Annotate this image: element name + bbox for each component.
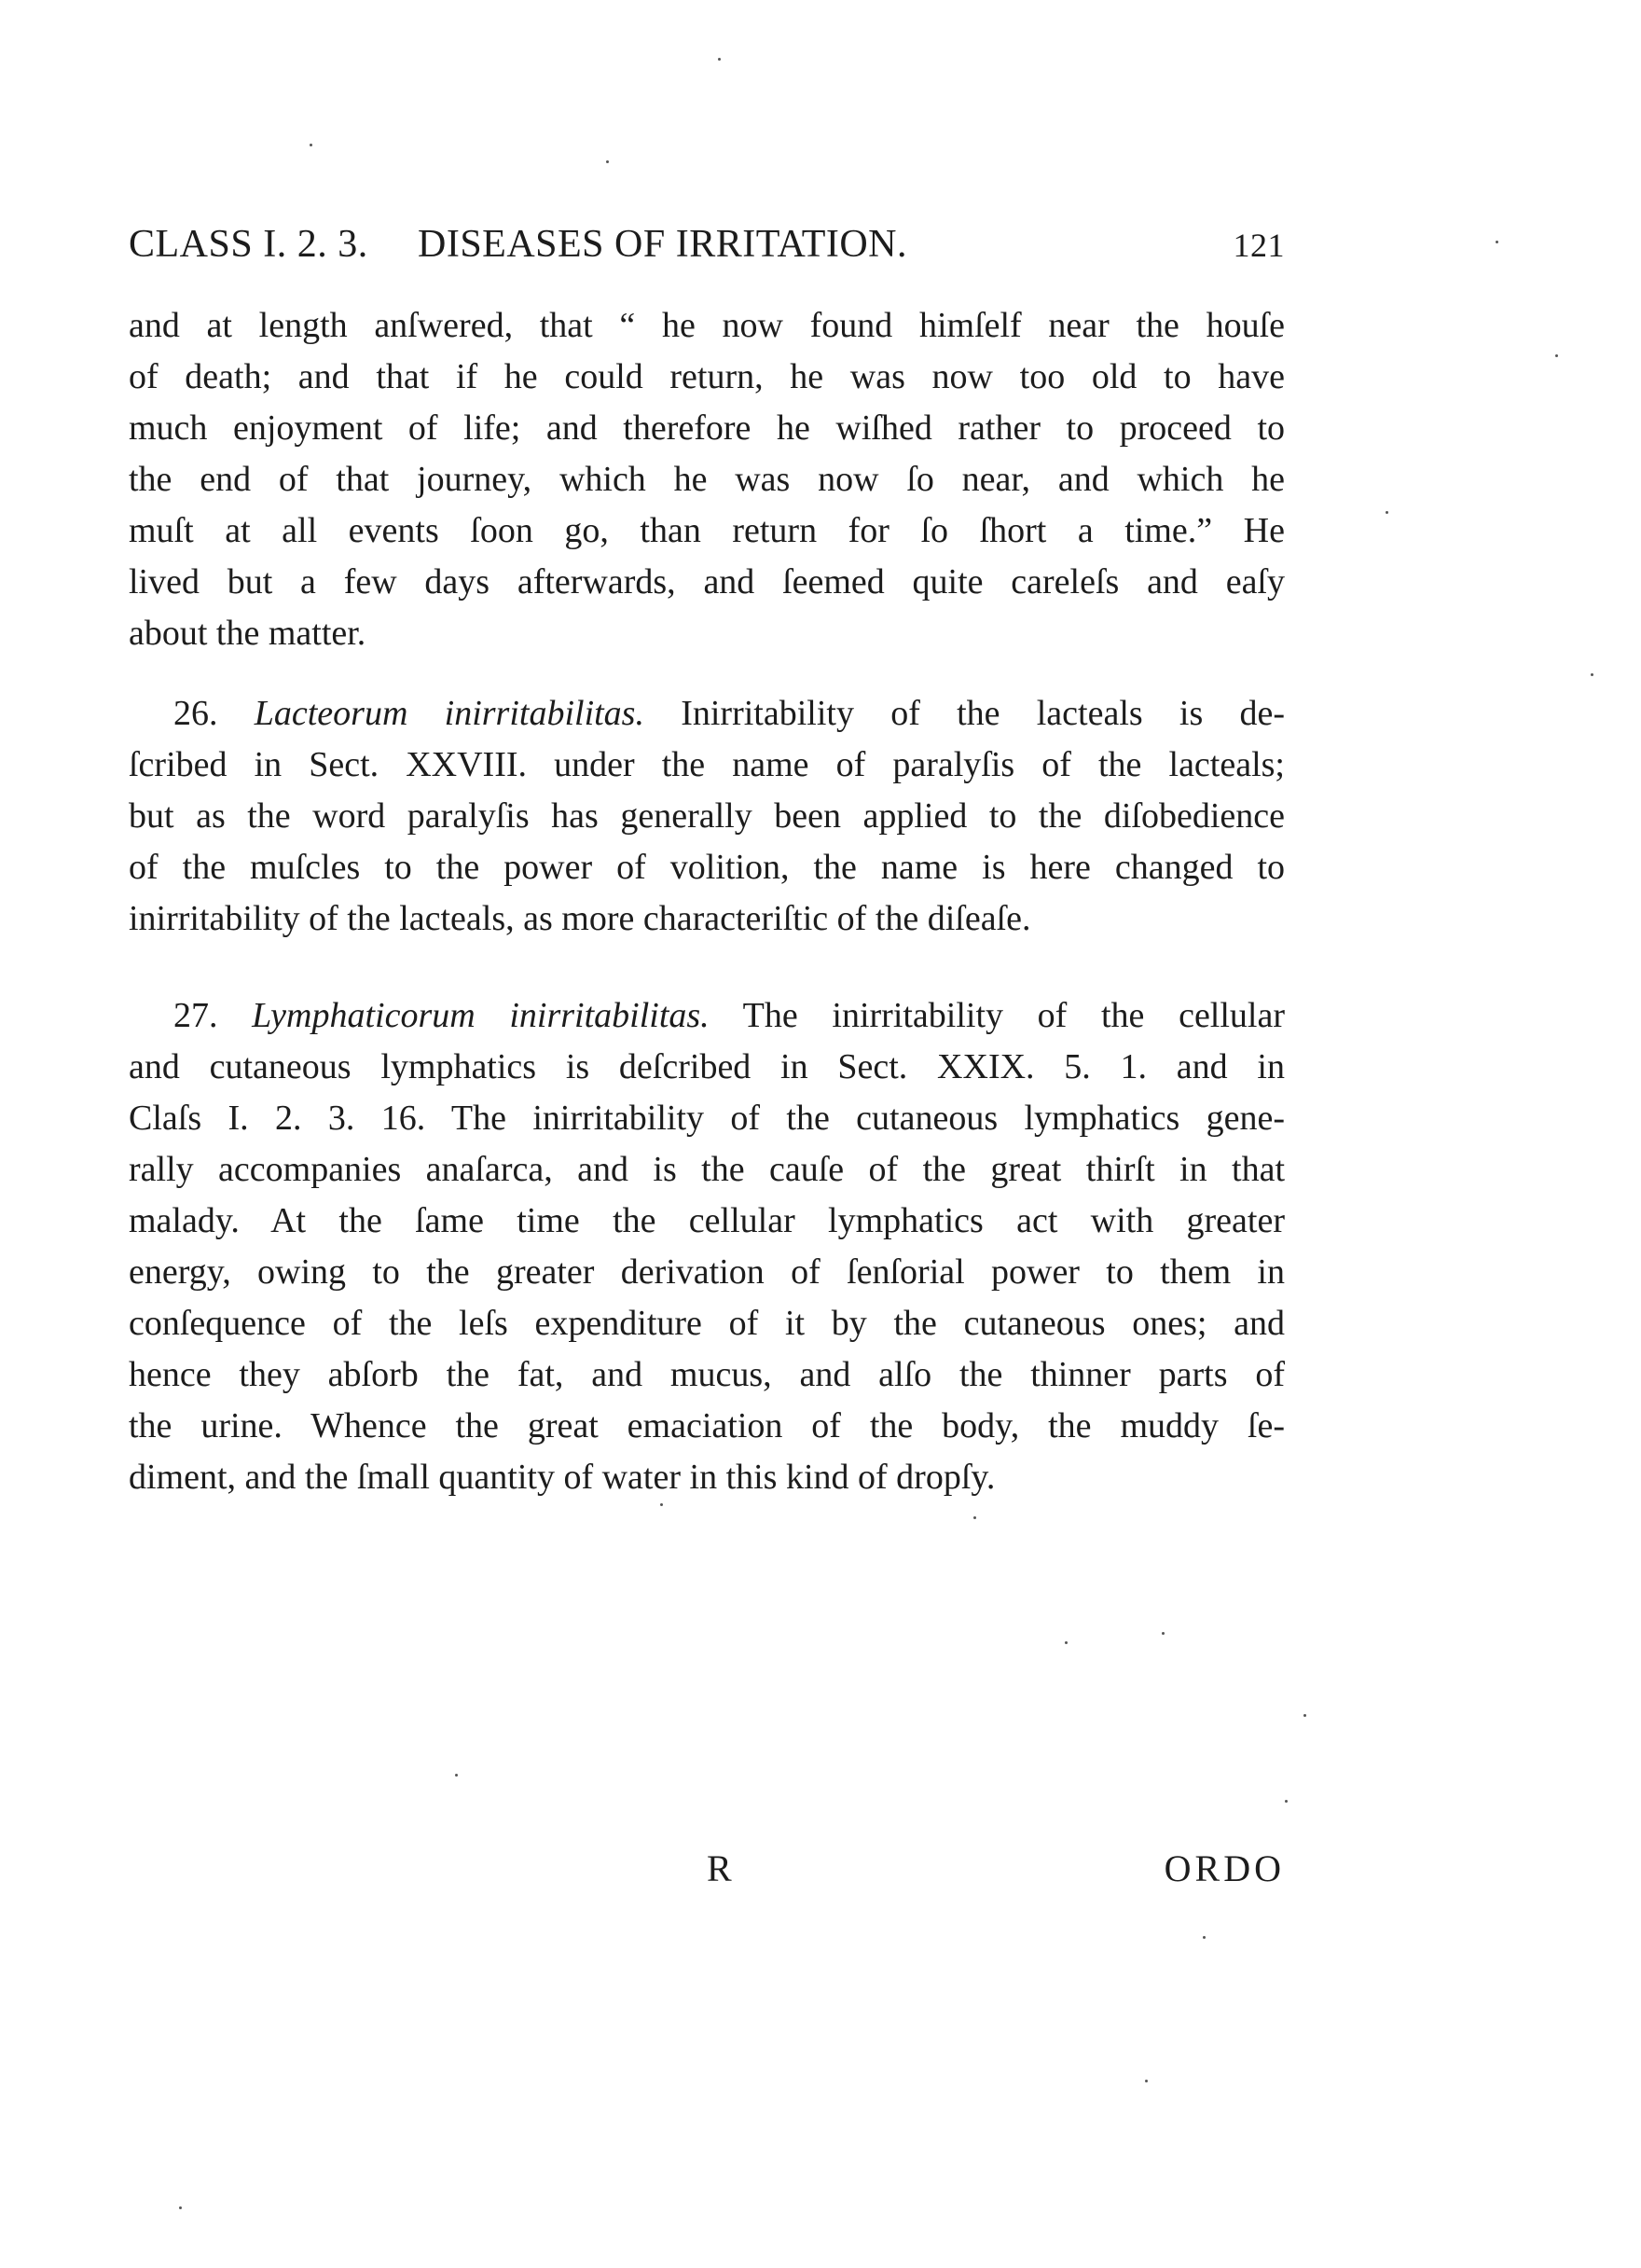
- scan-speck: [1591, 673, 1593, 676]
- class-reference: CLASS I. 2. 3.: [129, 223, 368, 266]
- scan-speck: [1285, 1800, 1288, 1803]
- page-footer: [129, 1846, 1285, 1902]
- scan-speck: [455, 1774, 458, 1777]
- text-line: and cutaneous lymphatics is deſcribed in Sect. XXIX. 5. 1. and in: [129, 1047, 1285, 1086]
- scan-speck: [310, 144, 312, 146]
- text-line: malady. At the ſame time the cellular lymphatics act with greater: [129, 1201, 1285, 1240]
- section-heading: Lacteorum inirritabilitas.: [254, 694, 644, 733]
- scan-speck: [1386, 511, 1388, 514]
- scan-speck: [1203, 1936, 1206, 1939]
- text-line: hence they abſorb the fat, and mucus, and alſo the thinner parts of: [129, 1355, 1285, 1394]
- text-line: diment, and the ſmall quantity of water in this kind of dropſy.: [129, 1458, 996, 1497]
- text-fragment: Inirritability of the lacteals is de-: [681, 694, 1285, 733]
- paragraph-first-line: [129, 688, 1285, 740]
- section-heading: Lymphaticorum inirritabilitas.: [252, 996, 710, 1035]
- text-line: the end of that journey, which he was now ſo near, and which he: [129, 460, 1285, 499]
- scan-speck: [1496, 241, 1498, 243]
- text-line: inirritability of the lacteals, as more characteriſtic of the diſeaſe.: [129, 899, 1031, 938]
- scan-speck: [1555, 354, 1558, 357]
- paragraph-continuation: [129, 300, 1285, 659]
- paragraph-27: [129, 990, 1285, 1503]
- text-line: but as the word paralyſis has generally been applied to the diſobedience: [129, 796, 1285, 836]
- text-line: rally accompanies anaſarca, and is the cauſe of the great thirſt in that: [129, 1150, 1285, 1189]
- text-line: energy, owing to the greater derivation of ſenſorial power to them in: [129, 1252, 1285, 1292]
- scan-speck: [1145, 2080, 1148, 2082]
- running-head: [129, 222, 1285, 287]
- scan-speck: [179, 2206, 182, 2209]
- scan-speck: [1303, 1714, 1306, 1717]
- signature-mark: R: [707, 1847, 732, 1889]
- page-title: DISEASES OF IRRITATION.: [418, 223, 907, 266]
- text-line: muſt at all events ſoon go, than return for ſo ſhort a time.” He: [129, 511, 1285, 550]
- scan-speck: [1162, 1632, 1165, 1635]
- scan-speck: [660, 1503, 663, 1506]
- text-line: of death; and that if he could return, he was now too old to have: [129, 357, 1285, 396]
- scan-speck: [973, 1516, 976, 1519]
- text-fragment: The inirritability of the cellular: [742, 996, 1285, 1035]
- section-number: 26.: [173, 694, 218, 733]
- page-number: 121: [1233, 227, 1285, 264]
- text-line: lived but a few days afterwards, and ſeemed quite careleſs and eaſy: [129, 562, 1285, 602]
- paragraph-first-line: [129, 990, 1285, 1042]
- scan-speck: [1065, 1641, 1068, 1644]
- section-number: 27.: [173, 996, 218, 1035]
- text-line: and at length anſwered, that “ he now found himſelf near the houſe: [129, 306, 1285, 345]
- scan-speck: [718, 58, 721, 61]
- text-line: conſequence of the leſs expenditure of it by the cutaneous ones; and: [129, 1304, 1285, 1343]
- text-line: ſcribed in Sect. XXVIII. under the name of paralyſis of the lacteals;: [129, 745, 1285, 784]
- text-line: about the matter.: [129, 614, 366, 653]
- catchword: ORDO: [1164, 1847, 1285, 1889]
- text-line: the urine. Whence the great emaciation of the body, the muddy ſe-: [129, 1406, 1285, 1445]
- paragraph-26: [129, 688, 1285, 945]
- scan-speck: [606, 160, 609, 163]
- text-line: much enjoyment of life; and therefore he wiſhed rather to proceed to: [129, 408, 1285, 448]
- text-line: Claſs I. 2. 3. 16. The inirritability of the cutaneous lymphatics gene-: [129, 1099, 1285, 1138]
- text-line: of the muſcles to the power of volition, the name is here changed to: [129, 848, 1285, 887]
